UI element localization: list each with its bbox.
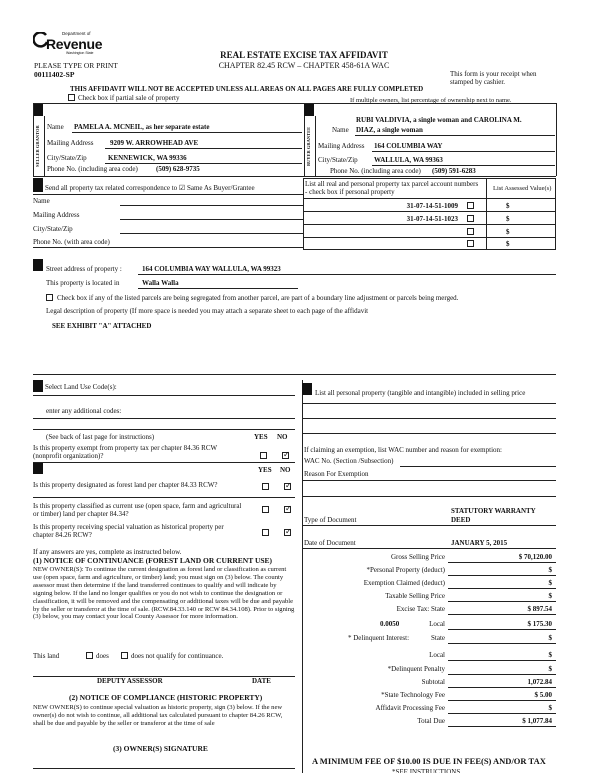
local-rate[interactable]: 0.0050	[380, 620, 400, 628]
tax-value[interactable]: $	[548, 634, 552, 642]
owner-signature-field[interactable]	[33, 768, 295, 769]
tax-label: State	[431, 634, 445, 642]
notice-compliance-title: (2) NOTICE OF COMPLIANCE (HISTORIC PROPERTY)	[69, 693, 263, 702]
correspondence-city-label: City/State/Zip	[33, 225, 73, 233]
personal-property-checkbox[interactable]	[467, 202, 474, 209]
correspondence-name-label: Name	[33, 197, 50, 205]
parcel-value[interactable]: $	[506, 240, 510, 248]
tax-value[interactable]: $	[548, 704, 552, 712]
seller-name-label: Name	[47, 123, 64, 131]
exemption-claim-label: If claiming an exemption, list WAC number and reason for exemption:	[304, 446, 502, 454]
seller-phone-field[interactable]: (509) 628-9735	[156, 165, 200, 173]
question-forest: Is this property designated as forest land per chapter 84.33 RCW?	[33, 481, 218, 489]
correspondence-address-field[interactable]	[120, 219, 303, 220]
section-2-marker	[304, 104, 314, 116]
land-does-not-checkbox[interactable]	[121, 652, 128, 659]
correspondence-name-field[interactable]	[120, 205, 303, 206]
land-does-checkbox[interactable]	[86, 652, 93, 659]
section-5-marker	[33, 380, 43, 392]
legal-description-field[interactable]: SEE EXHIBIT "A" ATTACHED	[52, 322, 152, 330]
section-7-marker	[302, 383, 312, 395]
personal-property-checkbox[interactable]	[467, 215, 474, 222]
question-historic: Is this property receiving special valuation as historical property per chapter 84.26 RCW?	[33, 523, 224, 540]
tax-label: Gross Selling Price	[390, 553, 445, 561]
parcels-value-header: List Assessed Value(s)	[493, 185, 552, 192]
buyer-side-label: BUYER GRANTEE	[306, 126, 311, 166]
tax-value[interactable]: $	[548, 566, 552, 574]
deputy-assessor-label: DEPUTY ASSESSOR	[97, 677, 163, 685]
buyer-name-line1[interactable]: RUBI VALDIVIA, a single woman and CAROLINA M.	[356, 116, 522, 124]
parcel-value[interactable]: $	[506, 228, 510, 236]
additional-codes-label: enter any additional codes:	[46, 407, 122, 415]
tax-label: *Delinquent Penalty	[387, 665, 445, 673]
tax-label: Taxable Selling Price	[385, 592, 445, 600]
correspondence-send-label: Send all property tax related correspondence to ☑ Same As Buyer/Grantee	[45, 184, 255, 192]
form-subtitle: CHAPTER 82.45 RCW – CHAPTER 458-61A WAC	[218, 61, 390, 70]
tax-value[interactable]: $ 175.30	[527, 620, 552, 628]
section-6-marker	[33, 462, 43, 474]
tax-value[interactable]: $ 5.00	[534, 691, 552, 699]
please-type-or-print: PLEASE TYPE OR PRINT	[34, 61, 118, 70]
wac-number-field[interactable]	[400, 466, 556, 467]
buyer-address-field[interactable]: 164 COLUMBIA WAY	[374, 142, 443, 150]
document-type-line1[interactable]: STATUTORY WARRANTY	[451, 507, 536, 515]
tax-label: Subtotal	[421, 678, 445, 686]
document-type-label: Type of Document	[304, 516, 357, 524]
notice-continuance-title: (1) NOTICE OF CONTINUANCE (FOREST LAND OR CURRENT USE)	[33, 556, 273, 565]
question-current-use: Is this property classified as current use (open space, farm and agricultural or timber) land per chapter 84.34?	[33, 502, 242, 519]
current-use-no-checkbox[interactable]	[284, 506, 291, 513]
seller-address-field[interactable]: 9209 W. ARROWHEAD AVE	[110, 139, 199, 147]
tax-value[interactable]: $	[548, 665, 552, 673]
parcel-number[interactable]: 31-07-14-51-1009	[406, 202, 458, 210]
tax-value[interactable]: $ 897.54	[527, 605, 552, 613]
document-date-label: Date of Document	[304, 539, 356, 547]
buyer-city-field[interactable]: WALLULA, WA 99363	[374, 156, 443, 164]
correspondence-address-label: Mailing Address	[33, 211, 80, 219]
acceptance-warning: THIS AFFIDAVIT WILL NOT BE ACCEPTED UNLESS ALL AREAS ON ALL PAGES ARE FULLY COMPLETED	[70, 85, 424, 93]
tax-label: Local	[429, 651, 445, 659]
buyer-name-line2[interactable]: DIAZ, a single woman	[356, 126, 423, 134]
personal-property-label: List all personal property (tangible and intangible) included in selling price	[315, 389, 526, 397]
exempt-no-checkbox[interactable]	[282, 452, 289, 459]
any-yes-note: If any answers are yes, complete as instructed below.	[33, 548, 182, 556]
buyer-address-label: Mailing Address	[318, 142, 365, 150]
correspondence-city-field[interactable]	[120, 233, 303, 234]
yes-header: YES	[254, 433, 268, 441]
tax-value[interactable]: $ 1,077.84	[522, 717, 552, 725]
tax-value[interactable]: $	[548, 651, 552, 659]
receipt-note: This form is your receipt when stamped by cashier.	[450, 70, 537, 87]
minimum-fee-note: A MINIMUM FEE OF $10.00 IS DUE IN FEE(S) AND/OR TAX	[312, 756, 546, 766]
seller-city-label: City/State/Zip	[47, 154, 87, 162]
owner-signature-title: (3) OWNER(S) SIGNATURE	[113, 744, 208, 753]
correspondence-phone-label: Phone No. (with area code)	[33, 238, 110, 246]
street-address-field[interactable]: 164 COLUMBIA WAY WALLULA, WA 99323	[142, 265, 281, 273]
tax-label: Total Due	[417, 717, 445, 725]
buyer-phone-field[interactable]: (509) 591-6283	[432, 167, 476, 175]
notice-continuance-text: NEW OWNER(S): To continue the current designation as forest land or classification as current use (open space, farm and agriculture, or timber) land; you must sign on (3) below. The county assessor must then determine if the land transferred continues to qualify and will indicate by signing below. If the land no longer qualifies or you do not wish to continue the designation or classification, it will be removed and the compensating or additional taxes will be due and payable by the seller or transferor at the time of sale. (RCW.84.33.140 or RCW 84.34.108). Prior to signing (3) below, you may contact your local County Assessor for more information.	[33, 566, 295, 621]
personal-property-checkbox[interactable]	[467, 228, 474, 235]
seller-address-label: Mailing Address	[47, 139, 94, 147]
buyer-phone-label: Phone No. (including area code)	[330, 167, 421, 175]
buyer-name-label: Name	[332, 126, 349, 134]
tax-value[interactable]: 1,072.84	[527, 678, 552, 686]
see-instructions-note: *SEE INSTRUCTIONS	[392, 768, 461, 773]
no-header: NO	[277, 433, 288, 441]
parcel-value[interactable]: $	[506, 215, 510, 223]
wac-number-label: WAC No. (Section /Subsection)	[304, 457, 394, 465]
yes-header-2: YES	[258, 466, 272, 474]
land-use-label: Select Land Use Code(s):	[45, 383, 117, 391]
document-type-line2[interactable]: DEED	[451, 516, 471, 524]
notice-compliance-text: NEW OWNER(S) to continue special valuation as historic property, sign (3) below. If the new owner(s) do not wish to continue, all additional tax calculated pursuant to chapter 84.26 RCW, shall be due and payable by the seller or transferor at the time of sale	[33, 704, 283, 727]
land-does-not-label: does not qualify for continuance.	[131, 652, 224, 660]
segregated-label: Check box if any of the listed parcels are being segregated from another parcel, are part of a boundary line adjustment or parcels being merged.	[57, 294, 459, 302]
located-in-field[interactable]: Walla Walla	[142, 279, 179, 287]
this-land-label: This land	[33, 652, 60, 660]
land-use-field[interactable]	[33, 395, 295, 396]
tax-label: *State Technology Fee	[381, 691, 445, 699]
tax-label: Excise Tax: State	[396, 605, 445, 613]
historic-no-checkbox[interactable]	[284, 529, 291, 536]
logo-washington-state: Washington State	[66, 51, 94, 55]
question-exempt: Is this property exempt from property tax per chapter 84.36 RCW (nonprofit organization)?	[33, 444, 217, 461]
seller-name-field[interactable]: PAMELA A. MCNEIL, as her separate estate	[74, 123, 210, 131]
tax-label: Affidavit Processing Fee	[375, 704, 445, 712]
logo-department-of: Department of	[62, 31, 91, 36]
multiple-owners-note: If multiple owners, list percentage of ownership next to name.	[350, 97, 512, 104]
tax-label: Exemption Claimed (deduct)	[363, 579, 445, 587]
buyer-city-label: City/State/Zip	[318, 156, 358, 164]
tax-value[interactable]: $ 70,120.00	[518, 553, 552, 561]
document-date-field[interactable]: JANUARY 5, 2015	[451, 539, 508, 547]
no-header-2: NO	[280, 466, 291, 474]
seller-city-field[interactable]: KENNEWICK, WA 99336	[108, 154, 187, 162]
section-3-marker	[33, 178, 43, 192]
tax-label: Local	[429, 620, 445, 628]
form-title: REAL ESTATE EXCISE TAX AFFIDAVIT	[220, 50, 388, 60]
segregated-checkbox[interactable]	[46, 294, 53, 301]
tax-value[interactable]: $	[548, 579, 552, 587]
forest-no-checkbox[interactable]	[284, 483, 291, 490]
seller-phone-label: Phone No. (including area code)	[47, 165, 138, 173]
historic-yes-checkbox[interactable]	[262, 529, 269, 536]
delinquent-interest-label: * Delinquent Interest:	[348, 634, 410, 642]
section-4-marker	[33, 259, 43, 271]
deputy-date-label: DATE	[252, 677, 271, 685]
current-use-yes-checkbox[interactable]	[262, 506, 269, 513]
parcel-number[interactable]: 31-07-14-51-1023	[406, 215, 458, 223]
parcels-header: List all real and personal property tax parcel account numbers - check box if personal property	[305, 180, 479, 197]
section-1-marker	[33, 104, 43, 116]
personal-property-field[interactable]	[302, 403, 556, 404]
exempt-yes-checkbox[interactable]	[260, 452, 267, 459]
legal-description-label: Legal description of property (If more space is needed you may attach a separate sheet to each page of the affidavit	[46, 307, 369, 315]
additional-codes-field[interactable]	[33, 418, 295, 419]
tax-value[interactable]: $	[548, 592, 552, 600]
parcel-value[interactable]: $	[506, 202, 510, 210]
see-back-note: (See back of last page for instructions)	[46, 433, 155, 441]
street-address-label: Street address of property :	[46, 265, 122, 273]
tax-label: *Personal Property (deduct)	[366, 566, 445, 574]
logo-revenue: Revenue	[46, 36, 103, 52]
partial-sale-label: Check box if partial sale of property	[78, 94, 180, 102]
land-does-label: does	[96, 652, 109, 660]
seller-side-label: SELLER GRANTOR	[35, 125, 40, 167]
form-number: 00111402-SP	[34, 70, 75, 79]
personal-property-checkbox[interactable]	[467, 240, 474, 247]
located-in-label: This property is located in	[46, 279, 120, 287]
forest-yes-checkbox[interactable]	[262, 483, 269, 490]
exemption-reason-label: Reason For Exemption	[304, 470, 369, 478]
partial-sale-checkbox[interactable]	[68, 94, 75, 101]
exemption-reason-field[interactable]	[302, 480, 556, 481]
